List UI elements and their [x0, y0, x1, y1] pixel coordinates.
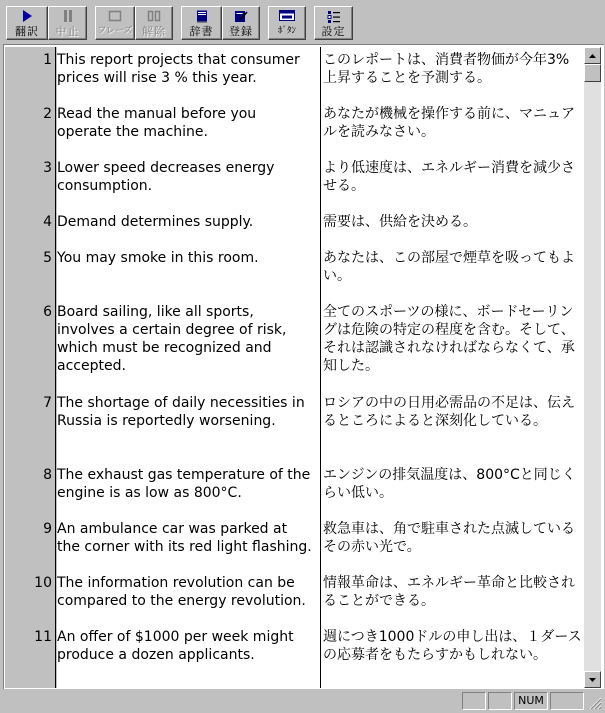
- table-row[interactable]: [4, 47, 582, 101]
- translate-button-label: 翻訳: [15, 25, 39, 38]
- dictionary-icon: [182, 9, 221, 23]
- play-icon: [7, 9, 47, 23]
- source-text[interactable]: Demand determines supply.: [57, 214, 254, 230]
- translated-text[interactable]: 全てのスポーツの様に、ボードセーリングは危険の特定の程度を含む。そして、それは認識されなければならなくて、承知した。: [323, 304, 575, 374]
- translated-text[interactable]: あなたは、この部屋で煙草を吸ってもよい。: [323, 250, 575, 284]
- scroll-down-button[interactable]: [584, 671, 601, 688]
- table-row[interactable]: [4, 299, 582, 390]
- stop-button[interactable]: [48, 6, 87, 40]
- row-number: 11: [34, 629, 52, 645]
- phrase-button-label: フレーズ: [97, 26, 133, 36]
- source-text[interactable]: Read the manual before you operate the machine.: [57, 106, 257, 140]
- table-row[interactable]: [4, 390, 582, 462]
- row-number: 9: [43, 521, 52, 537]
- phrase-icon: [96, 9, 134, 23]
- translated-text[interactable]: 救急車は、角で駐車された点滅しているその赤い光で。: [323, 521, 575, 555]
- source-text[interactable]: Lower speed decreases energy consumption.: [57, 160, 275, 194]
- translated-text[interactable]: 週につき1000ドルの申し出は、１ダースの応募者をもたらすかもしれない。: [323, 629, 582, 663]
- dictionary-button-label: 辞書: [189, 25, 214, 38]
- source-text[interactable]: Board sailing, like all sports, involves a certain degree of risk, which must be recognized and accepted.: [57, 304, 287, 374]
- table-row[interactable]: [4, 245, 582, 299]
- translated-text[interactable]: このレポートは、消費者物価が今年3%上昇することを予測する。: [323, 52, 570, 86]
- table-row[interactable]: [4, 209, 582, 245]
- table-row[interactable]: [4, 516, 582, 570]
- source-text[interactable]: You may smoke in this room.: [57, 250, 259, 266]
- release-button-label: 解除: [142, 25, 166, 38]
- source-text[interactable]: The shortage of daily necessities in Russia is reportedly worsening.: [57, 395, 305, 429]
- row-number: 8: [43, 467, 52, 483]
- row-number: 3: [43, 160, 52, 176]
- table-row[interactable]: [4, 570, 582, 624]
- scroll-up-button[interactable]: [584, 47, 601, 64]
- row-number: 10: [34, 575, 52, 591]
- resize-grip-icon[interactable]: [589, 697, 602, 710]
- table-row[interactable]: [4, 101, 582, 155]
- row-number: 5: [43, 250, 52, 266]
- settings-button-label: 設定: [321, 25, 346, 38]
- translated-text[interactable]: ロシアの中の日用必需品の不足は、伝えるところによると深刻化している。: [323, 395, 575, 429]
- status-panel-2: [488, 692, 512, 710]
- settings-button[interactable]: [314, 6, 353, 40]
- settings-list-icon: [315, 9, 352, 23]
- row-number: 1: [43, 52, 52, 68]
- button-panel-button-label: ﾎﾞﾀﾝ: [277, 26, 296, 36]
- register-icon: [223, 9, 259, 23]
- stop-button-label: 中止: [55, 25, 80, 38]
- register-button[interactable]: [222, 6, 260, 40]
- register-button-label: 登録: [229, 25, 253, 38]
- translate-button[interactable]: [6, 6, 48, 40]
- phrase-button[interactable]: [95, 6, 135, 40]
- arrow-up-icon: [589, 54, 596, 58]
- num-lock-indicator: NUM: [514, 692, 548, 710]
- status-panel-1: [462, 692, 486, 710]
- unlock-icon: [136, 9, 172, 23]
- row-number: 2: [43, 106, 52, 122]
- source-text[interactable]: The exhaust gas temperature of the engine is as low as 800°C.: [57, 467, 311, 501]
- source-text[interactable]: An offer of $1000 per week might produce a dozen applicants.: [57, 629, 294, 663]
- table-row[interactable]: [4, 155, 582, 209]
- source-text[interactable]: The information revolution can be compared to the energy revolution.: [57, 575, 306, 609]
- dictionary-button[interactable]: [181, 6, 222, 40]
- source-text[interactable]: This report projects that consumer prices will rise 3 % this year.: [57, 52, 300, 86]
- button-panel-icon: [269, 9, 305, 23]
- translated-text[interactable]: 情報革命は、エネルギー革命と比較されることができる。: [323, 575, 575, 609]
- translated-text[interactable]: あなたが機械を操作する前に、マニュアルを読みなさい。: [323, 106, 575, 140]
- translated-text[interactable]: エンジンの排気温度は、800°Cと同じくらい低い。: [323, 467, 576, 501]
- scroll-thumb[interactable]: [584, 64, 601, 82]
- pause-icon: [49, 9, 86, 23]
- vertical-scrollbar[interactable]: [584, 47, 601, 688]
- arrow-down-icon: [589, 678, 596, 682]
- source-text[interactable]: An ambulance car was parked at the corner with its red light flashing.: [57, 521, 312, 555]
- translated-text[interactable]: 需要は、供給を決める。: [323, 214, 477, 230]
- translated-text[interactable]: より低速度は、エネルギー消費を減少させる。: [323, 160, 575, 194]
- row-number: 7: [43, 395, 52, 411]
- row-number: 4: [43, 214, 52, 230]
- table-row[interactable]: [4, 624, 582, 687]
- rows-area: [4, 47, 582, 687]
- status-panel-4: [550, 692, 584, 710]
- toolbar: [0, 0, 605, 44]
- status-bar: [0, 689, 605, 713]
- button-panel-button[interactable]: [268, 6, 306, 40]
- release-button[interactable]: [135, 6, 173, 40]
- row-number: 6: [43, 304, 52, 320]
- table-row[interactable]: [4, 462, 582, 516]
